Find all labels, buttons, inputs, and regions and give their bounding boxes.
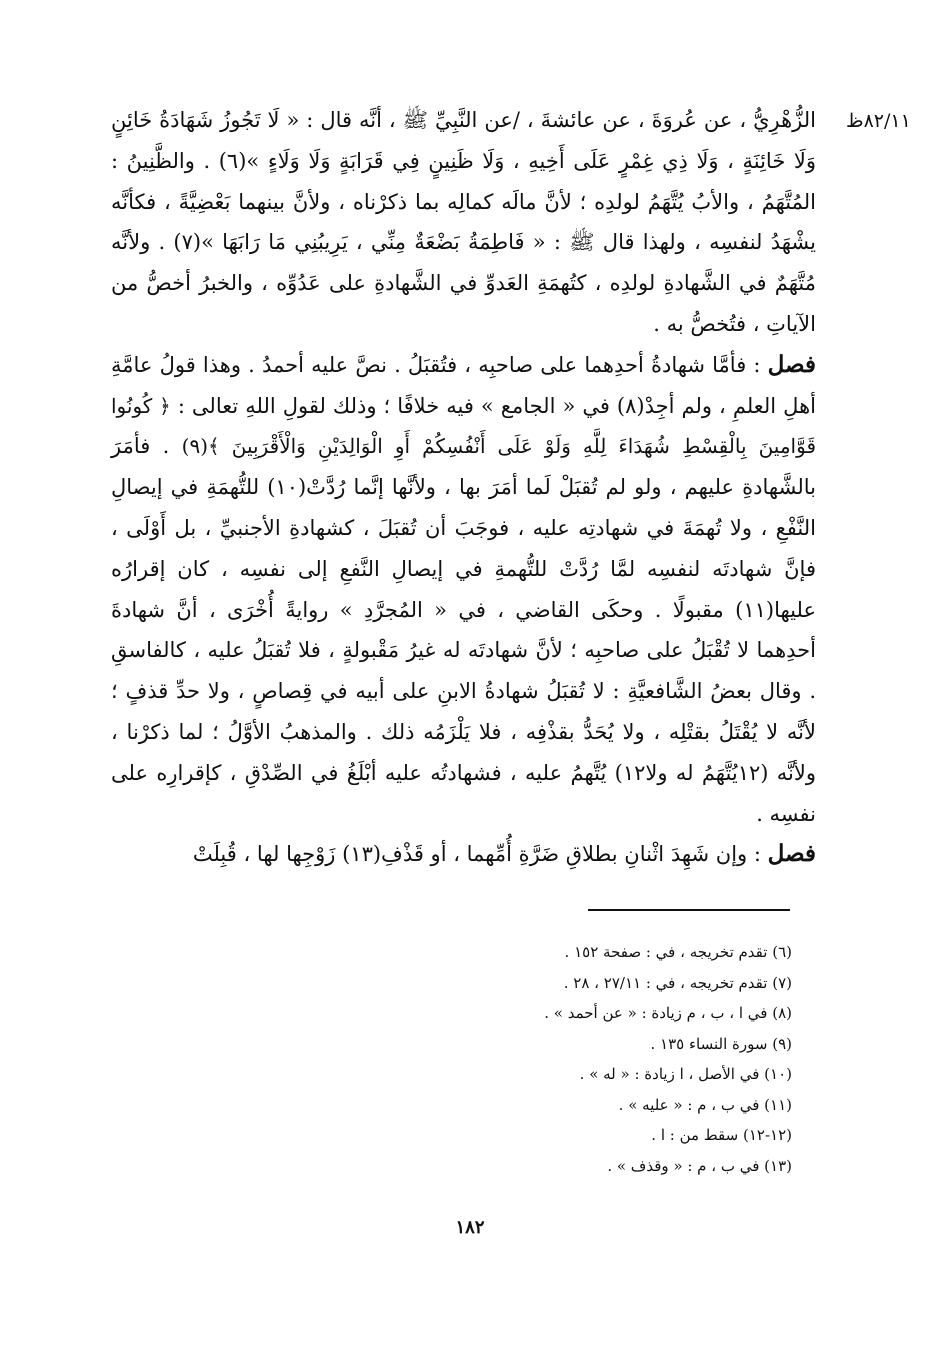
footnote: (٨) في ا ، ب ، م زيادة : « عن أحمد » . <box>544 1004 792 1022</box>
paragraph-3-lead: : وإن شَهِدَ اثْنانِ بطلاقِ ضَرَّةِ أُمِّهما ، أو قَذْفِ(١٣) زَوْجِها لها ، قُبِلَتْ <box>192 842 761 867</box>
paragraph-3 <box>111 834 816 875</box>
paragraph-2 <box>111 345 816 835</box>
footnote: (٦) تقدم تخريجه ، في : صفحة ١٥٢ . <box>564 943 792 961</box>
page-number: ١٨٢ <box>455 1217 485 1238</box>
section-heading-fasl: فصل <box>767 350 816 378</box>
footnote: (١٠) في الأصل ، ا زيادة : « له » . <box>579 1065 792 1083</box>
paragraph-1-text: الزُّهْرِيُّ ، عن عُروَةَ ، عن عائشةَ ، /عن النَّبِيِّ ﷺ ، أنَّه قال : « لَا تَجُوزُ شَهَادَةُ خَائِنٍ وَلَا خَائِنَةٍ ، وَلَا ذِي غِمْرٍ عَلَى أَخِيهِ ، وَلَا ظَنِينٍ فِي قَرَابَةٍ وَلَا وَلَاءٍ »(٦) . والظَّنِينُ : المُتَّهَمُ ، والأبُ يُتَّهَمُ لولدِه ؛ لأنَّ مالَه كمالِه بما ذكرْناه ، ولأنَّ بينهما بَعْضِيَّةً ، فكأنَّه يشْهَدُ لنفسِه ، ولهذا قال ﷺ : « فَاطِمَةُ بَضْعَةٌ مِنِّي ، يَرِيبُنِي مَا رَابَهَا »(٧) . ولأنَّه مُتَّهَمٌ في الشَّهادةِ لولدِه ، كتُهمَةِ العَدوِّ في الشَّهادةِ على عَدُوِّه ، والخبرُ أخصُّ من الآياتِ ، فتُخصُّ به . <box>111 108 816 336</box>
quran-verse: ﴿ كُونُوا قَوَّامِينَ بِالْقِسْطِ شُهَدَاءَ لِلَّهِ وَلَوْ عَلَى أَنْفُسِكُمْ أَوِ الْوَالِدَيْنِ وَالْأَقْرَبِينَ ﴾(٩) <box>111 393 817 459</box>
footnote: (١٢-١٢) سقط من : ا . <box>651 1126 792 1144</box>
paragraph-1 <box>111 100 816 345</box>
paragraph-2-rest: . فأمَرَ بالشَّهادةِ عليهم ، ولو لم تُقبَلْ لَما أمَرَ بها ، ولأنَّها إنَّما رُدَّتْ(١٠) للتُّهمَةِ في إيصالِ النَّفْعِ ، ولا تُهمَةَ في شهادتِه عليه ، فوجَبَ أن تُقبَلَ ، كشهادةِ الأجنبيِّ ، بل أَوْلَى ، فإنَّ شهادتَه لنفسِه لمَّا رُدَّتْ للتُّهمةِ في إيصالِ النَّفعِ إلى نفسِه ، كان إقرارُه عليها(١١) مقبولًا . وحكَى القاضي ، في « المُجرَّدِ » روايةً أُخْرَى ، أنَّ شهادةَ أحدِهما لا تُقْبَلُ على صاحبِه ؛ لأنَّ شهادتَه له غيرُ مَقْبولةٍ ، فلا تُقبَلُ عليه ، كالفاسقِ . وقال بعضُ الشَّافعيَّةِ : لا تُقبَلُ شهادةُ الابنِ على أبيه في قِصاصٍ ، ولا حدِّ قذفٍ ؛ لأنَّه لا يُقْتَلُ بقتْلِه ، ولا يُحَدُّ بقذْفِه ، فلا يَلْزَمُه ذلك . والمذهبُ الأوَّلُ ؛ لما ذكرْنا ، ولأنَّه (١٢يُتَّهَمُ له ولا١٢) يُتَّهمُ عليه ، فشهادتُه عليه أبْلَغُ في الصِّدْقِ ، كإقرارِه على نفسِه . <box>111 434 816 826</box>
footnote: (١١) في ب ، م : « عليه » . <box>618 1095 792 1114</box>
section-heading-fasl: فصل <box>767 840 816 868</box>
footnote: (٩) سورة النساء ١٣٥ . <box>650 1034 792 1053</box>
footnote: (١٣) في ب ، م : « وقذف » . <box>607 1156 792 1175</box>
main-text <box>111 100 816 875</box>
footnotes <box>292 937 792 1181</box>
footnote: (٧) تقدم تخريجه ، في : ٢٧/١١ ، ٢٨ . <box>563 973 792 992</box>
margin-reference: ٨٢/١١ظ <box>846 110 911 132</box>
footnote-separator <box>588 909 790 911</box>
paragraph-2-lead: : فأمَّا شهادةُ أحدِهما على صاحبِه ، فتُقبَلُ . نصَّ عليه أحمدُ . وهذا قولُ عامَّةِ أهلِ العلمِ ، ولم أجِدْ(٨) في « الجامع » فيه خلافًا ؛ وذلك لقولِ اللهِ تعالى : <box>111 352 816 418</box>
